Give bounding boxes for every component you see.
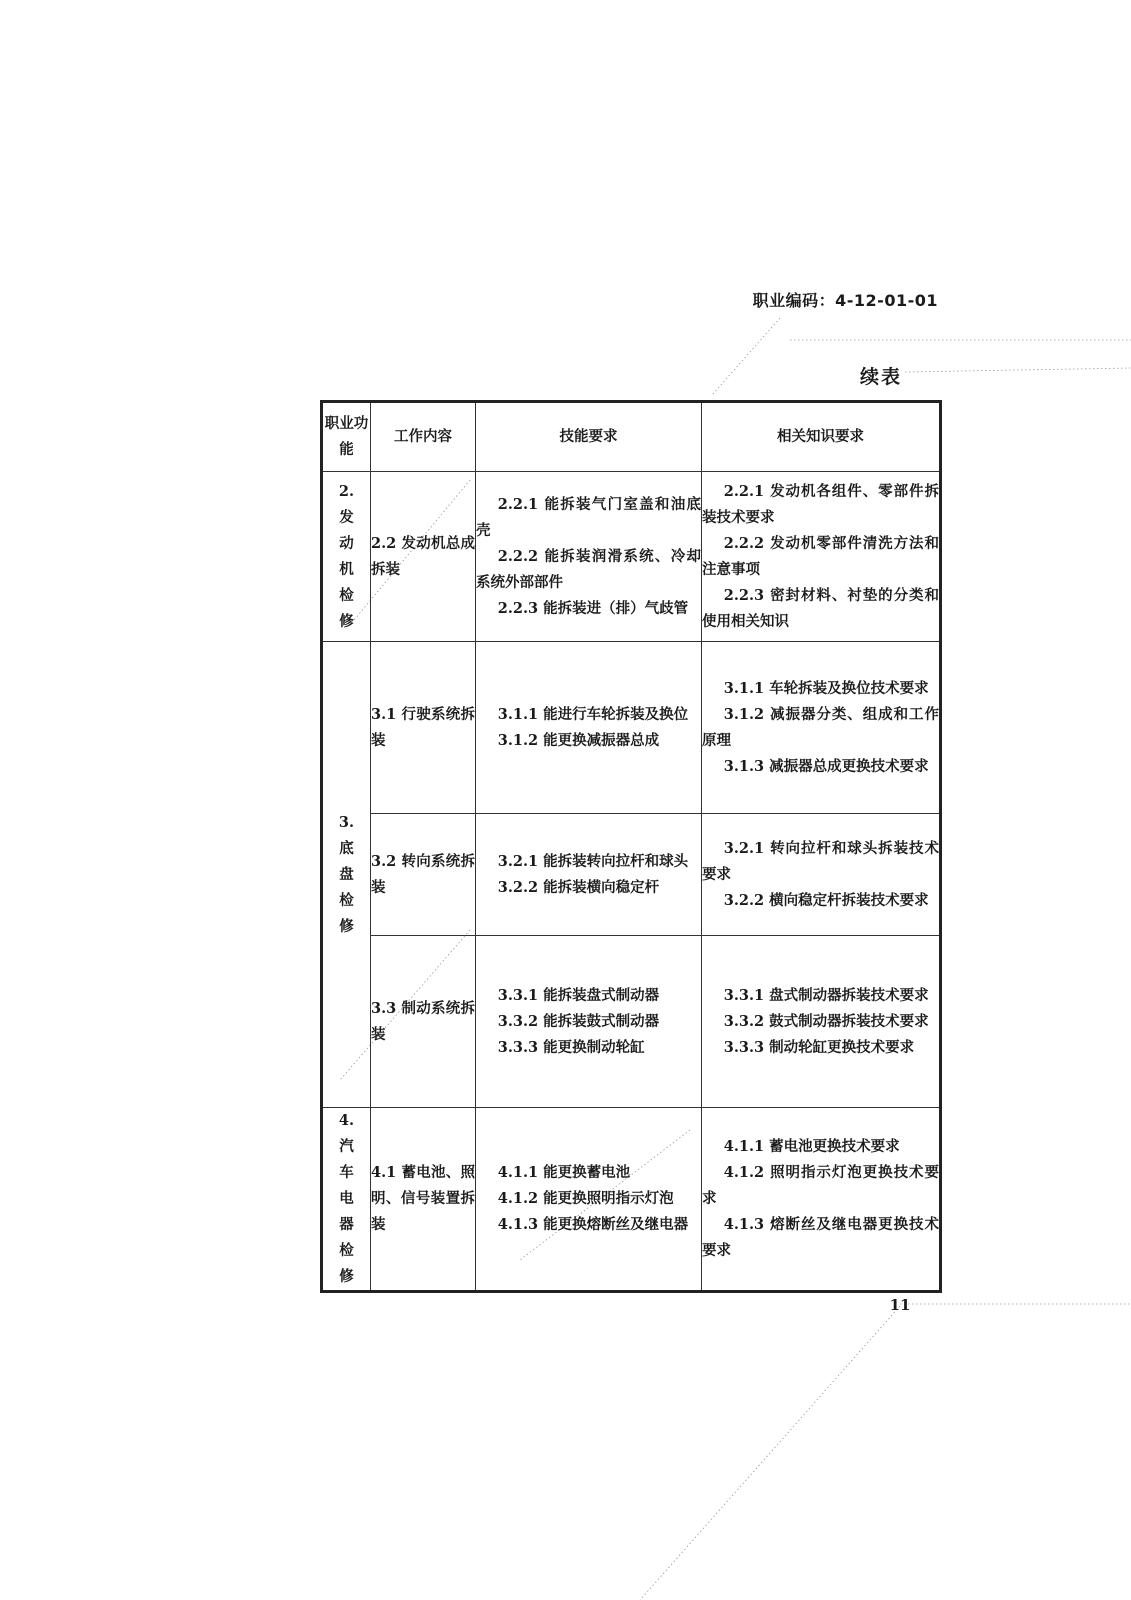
skill-item: 2.2.3 能拆装进（排）气歧管: [497, 599, 689, 617]
skill-item: 3.1.1 能进行车轮拆装及换位: [497, 705, 689, 723]
table-row: [322, 642, 941, 814]
knowledge-item: 3.2.1 转向拉杆和球头拆装技术要求: [702, 839, 939, 883]
knowledge-item: 3.3.2 鼓式制动器拆装技术要求: [723, 1012, 929, 1030]
skill-item: 4.1.2 能更换照明指示灯泡: [497, 1190, 674, 1207]
skill-item: 4.1.1 能更换蓄电池: [497, 1164, 631, 1181]
skill-cell: [476, 814, 702, 936]
knowledge-cell: [702, 642, 941, 814]
knowledge-cell: [702, 936, 941, 1108]
occupation-code: 职业编码：4-12-01-01: [752, 291, 938, 310]
knowledge-cell: [702, 814, 941, 936]
work-content-cell: 3.1 行驶系统拆装: [371, 642, 476, 814]
page-number: 11: [889, 1296, 911, 1314]
table-header-row: [322, 402, 941, 472]
header-work-content: 工作内容: [371, 402, 476, 472]
header-knowledge-requirements: 相关知识要求: [702, 402, 941, 472]
skill-item: 3.1.2 能更换减振器总成: [497, 731, 660, 749]
skill-item: 4.1.3 能更换熔断丝及继电器: [497, 1216, 689, 1233]
skill-item: 2.2.2 能拆装润滑系统、冷却系统外部部件: [476, 547, 701, 591]
skill-cell: [476, 472, 702, 642]
knowledge-item: 4.1.2 照明指示灯泡更换技术要求: [702, 1164, 939, 1207]
work-content-cell: 4.1 蓄电池、照明、信号装置拆装: [371, 1108, 476, 1292]
table-row: [322, 936, 941, 1108]
knowledge-item: 3.3.3 制动轮缸更换技术要求: [723, 1038, 915, 1056]
function-cell: 4.汽车电器检修: [322, 1108, 371, 1292]
knowledge-cell: [702, 472, 941, 642]
skill-cell: [476, 642, 702, 814]
skills-table: [320, 400, 942, 1293]
knowledge-item: 3.1.3 减振器总成更换技术要求: [723, 757, 929, 775]
knowledge-item: 3.1.2 减振器分类、组成和工作原理: [702, 705, 939, 749]
skill-cell: [476, 1108, 702, 1292]
function-cell: 3.底盘检修: [322, 642, 371, 1108]
knowledge-item: 2.2.3 密封材料、衬垫的分类和使用相关知识: [702, 586, 939, 630]
skill-item: 3.3.2 能拆装鼓式制动器: [497, 1012, 660, 1030]
work-content-cell: 3.3 制动系统拆装: [371, 936, 476, 1108]
table-row: [322, 472, 941, 642]
continued-label: 续表: [860, 366, 903, 388]
knowledge-item: 3.1.1 车轮拆装及换位技术要求: [723, 679, 929, 697]
skill-item: 3.2.2 能拆装横向稳定杆: [497, 878, 660, 896]
knowledge-item: 3.3.1 盘式制动器拆装技术要求: [723, 986, 929, 1004]
function-cell: 2.发动机检修: [322, 472, 371, 642]
skill-item: 3.3.1 能拆装盘式制动器: [497, 986, 660, 1004]
knowledge-cell: [702, 1108, 941, 1292]
skill-item: 3.2.1 能拆装转向拉杆和球头: [497, 852, 689, 870]
knowledge-item: 4.1.3 熔断丝及继电器更换技术要求: [702, 1216, 939, 1259]
table-row: [322, 814, 941, 936]
work-content-cell: 3.2 转向系统拆装: [371, 814, 476, 936]
work-content-cell: 2.2 发动机总成拆装: [371, 472, 476, 642]
knowledge-item: 2.2.2 发动机零部件清洗方法和注意事项: [702, 534, 939, 578]
skill-item: 2.2.1 能拆装气门室盖和油底壳: [476, 495, 701, 539]
skill-item: 3.3.3 能更换制动轮缸: [497, 1038, 645, 1056]
skill-cell: [476, 936, 702, 1108]
header-function: 职业功能: [322, 402, 371, 472]
knowledge-item: 2.2.1 发动机各组件、零部件拆装技术要求: [702, 482, 939, 526]
knowledge-item: 3.2.2 横向稳定杆拆装技术要求: [723, 891, 929, 909]
table-row: [322, 1108, 941, 1292]
knowledge-item: 4.1.1 蓄电池更换技术要求: [723, 1138, 900, 1155]
header-skill-requirements: 技能要求: [476, 402, 702, 472]
